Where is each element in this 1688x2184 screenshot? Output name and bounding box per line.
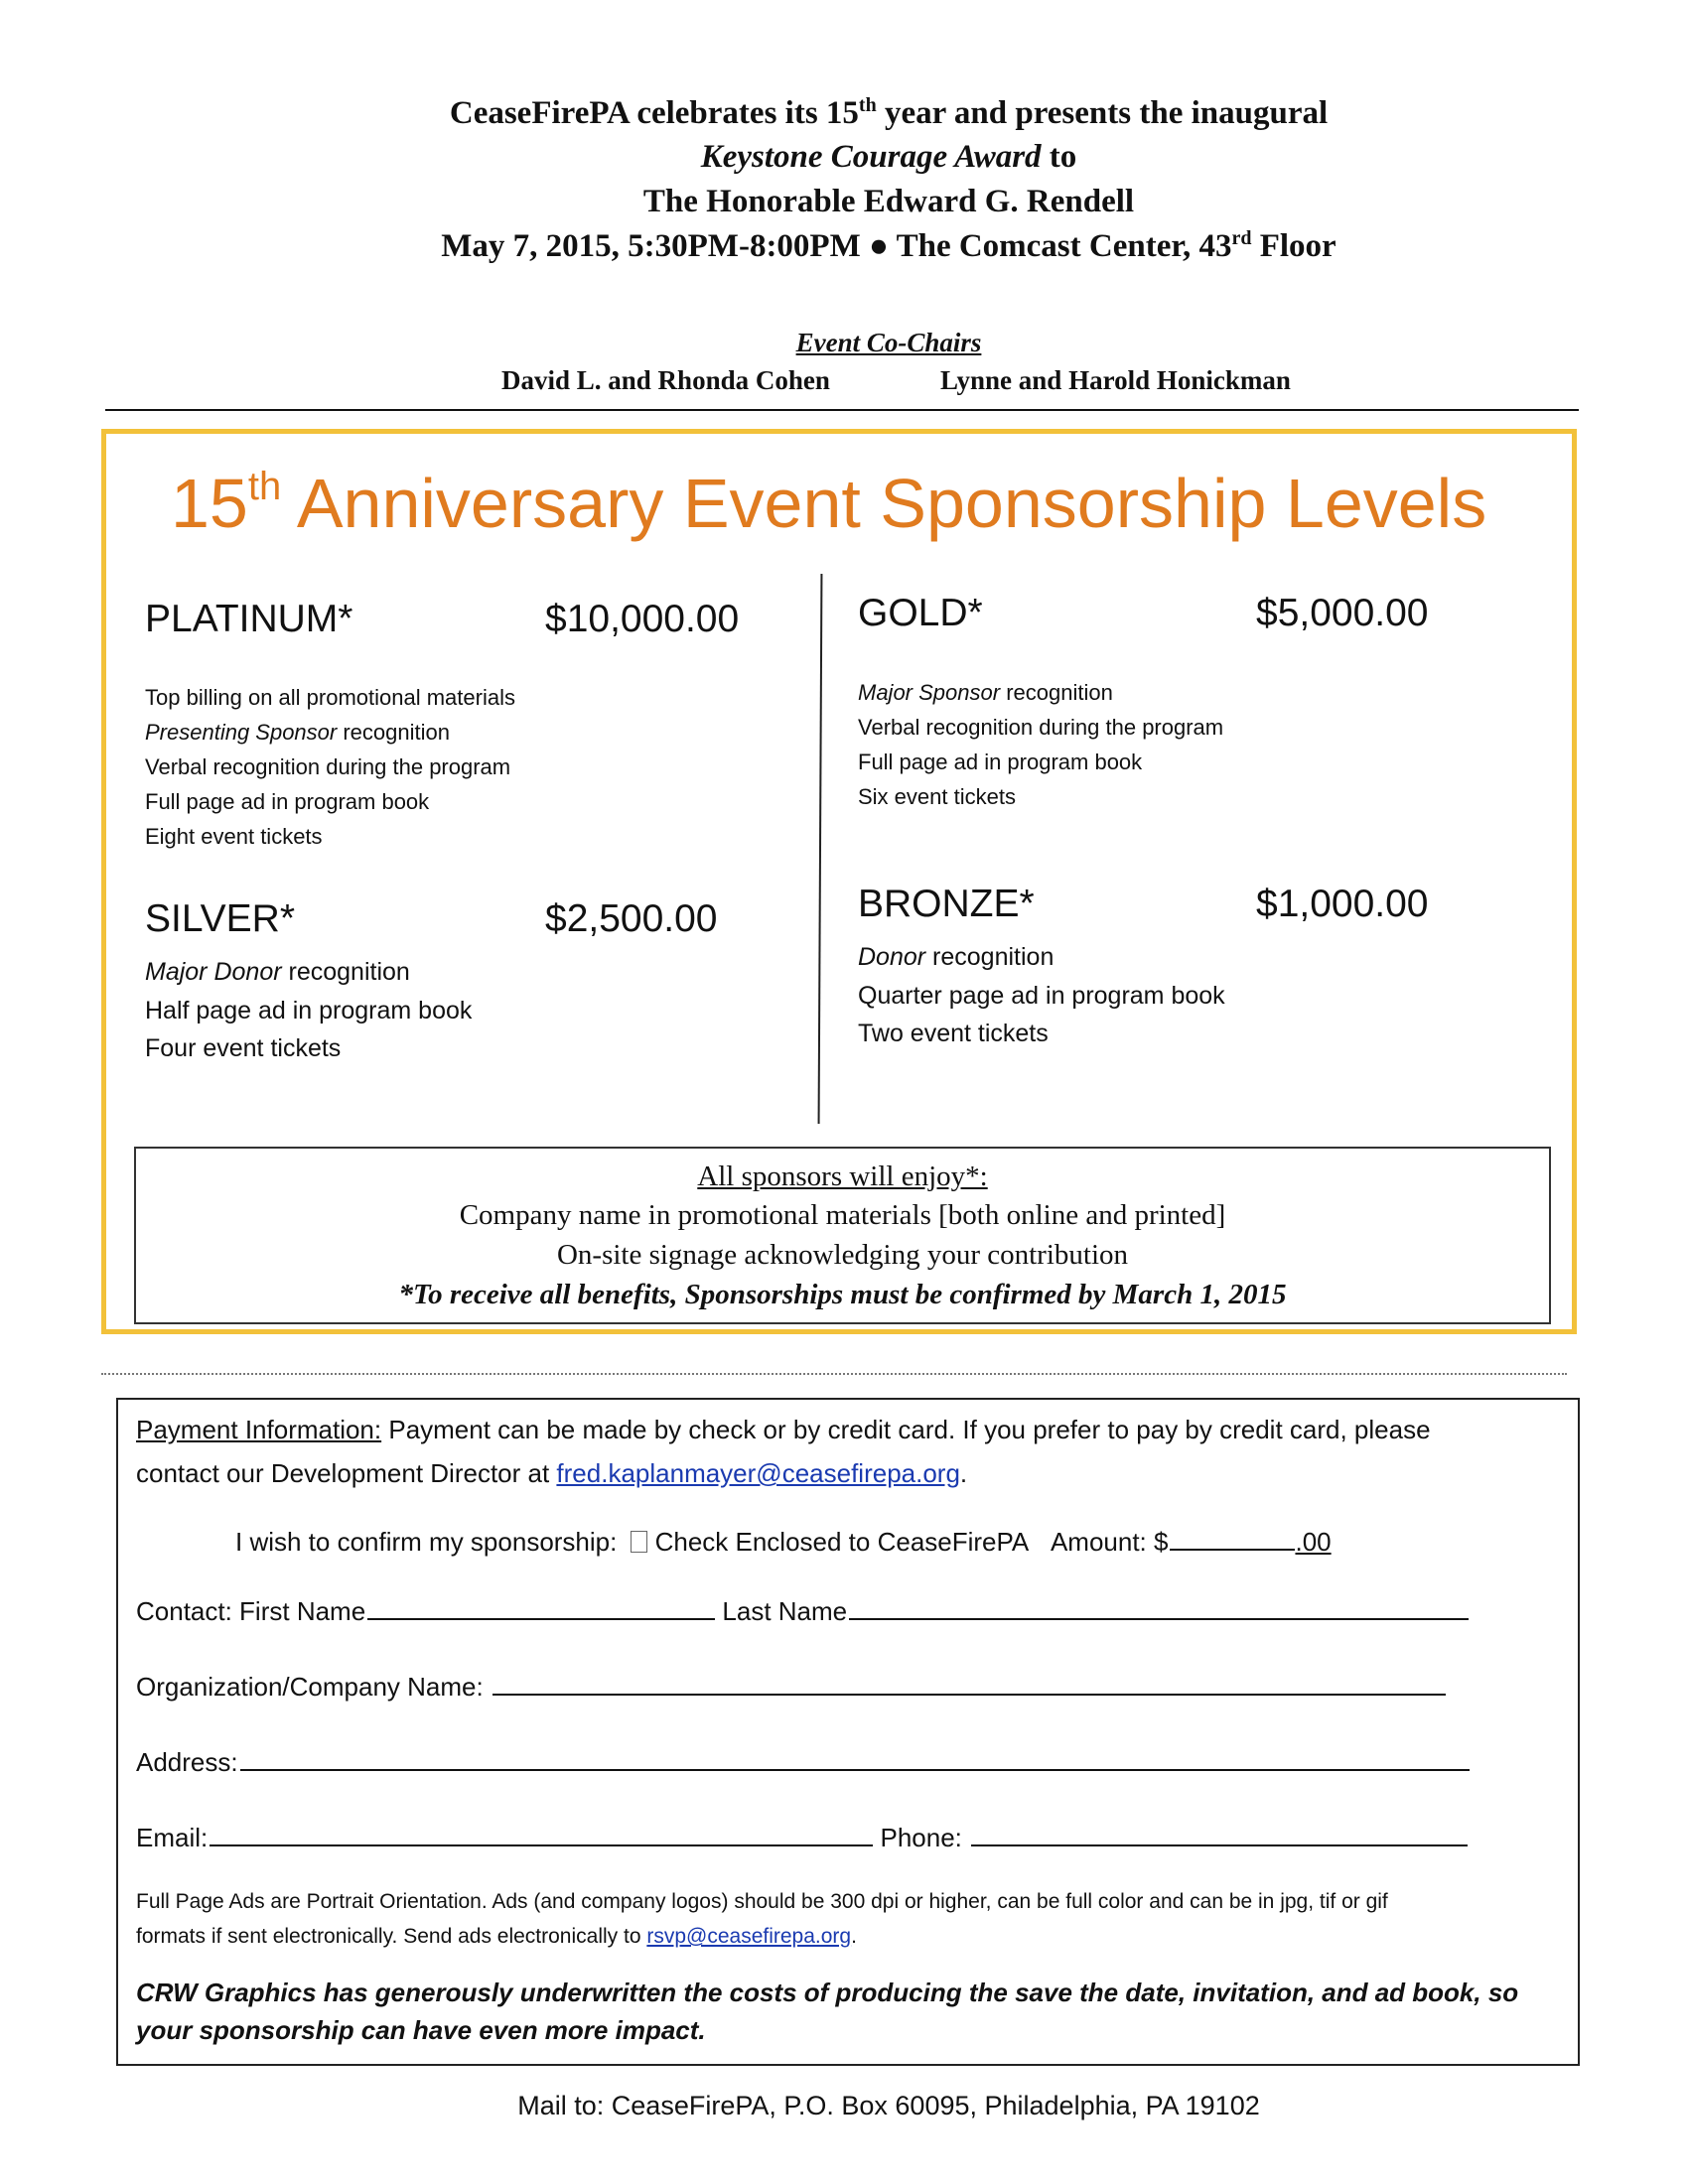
confirm-sponsorship-row: [235, 1520, 1332, 1564]
last-name-field[interactable]: [849, 1594, 1469, 1620]
mailing-address: Mail to: CeaseFirePA, P.O. Box 60095, Philadelphia, PA 19102: [517, 2091, 1260, 2120]
header-line-1-text-end: year and presents the inaugural: [876, 95, 1329, 131]
ad-specs-period: .: [851, 1925, 857, 1948]
amount-input[interactable]: [1170, 1525, 1295, 1551]
perk: [145, 715, 515, 750]
header-line-4: [0, 224, 1688, 268]
phone-label: Phone:: [880, 1823, 970, 1852]
perk: [858, 977, 1225, 1016]
header-line-2: [0, 135, 1688, 179]
check-enclosed-checkbox[interactable]: [631, 1531, 647, 1553]
perk-text: Six event tickets: [858, 784, 1016, 809]
level-price-silver: $2,500.00: [545, 897, 718, 940]
first-name-field[interactable]: [367, 1594, 715, 1620]
header-line-1: [0, 91, 1688, 135]
contact-name-row: [136, 1589, 1469, 1633]
amount-label: Amount: $: [1050, 1527, 1169, 1557]
perk-text: recognition: [281, 958, 410, 986]
ad-specs-line-2: [136, 1919, 857, 1954]
sponsorship-title-number: 15: [171, 465, 248, 542]
amount-cents: .00: [1295, 1527, 1332, 1557]
development-director-email-link[interactable]: fred.kaplanmayer@ceasefirepa.org: [556, 1458, 960, 1488]
perk: [858, 938, 1225, 977]
perk-italic: Presenting Sponsor: [145, 720, 338, 745]
level-name-bronze: BRONZE*: [858, 883, 1035, 925]
payment-info-text-2: contact our Development Director at: [136, 1458, 557, 1488]
sponsorship-title: [171, 459, 1486, 548]
perk-text: recognition: [1000, 680, 1113, 705]
perk-text: Eight event tickets: [145, 824, 323, 849]
perk: [145, 750, 515, 784]
perk: [858, 779, 1223, 814]
underwriter-note-line-1: CRW Graphics has generously underwritten the costs of producing the save the date, invitation, and ad book, so: [136, 1978, 1519, 2007]
cut-line: [101, 1373, 1567, 1375]
perk-italic: Donor: [858, 943, 926, 971]
organization-label: Organization/Company Name:: [136, 1672, 491, 1702]
perks-gold: [858, 675, 1223, 814]
perk-text: Quarter page ad in program book: [858, 981, 1225, 1010]
level-price-bronze: $1,000.00: [1256, 883, 1429, 925]
last-name-label: Last Name: [722, 1596, 848, 1626]
ad-specs-line-1: Full Page Ads are Portrait Orientation. Ads (and company logos) should be 300 dpi or higher, can be full color and can be in jpg, tif or gif: [136, 1890, 1388, 1913]
cochair-left: David L. and Rhonda Cohen: [501, 365, 830, 395]
organization-row: [136, 1665, 1446, 1708]
perk-text: recognition: [925, 943, 1055, 971]
payment-info-line-2: [136, 1451, 967, 1495]
perk-text: Full page ad in program book: [858, 750, 1143, 774]
perk: [145, 992, 472, 1030]
level-name-platinum: PLATINUM*: [145, 598, 353, 640]
perk: [145, 680, 515, 715]
perk-text: Full page ad in program book: [145, 789, 430, 814]
perks-platinum: [145, 680, 515, 854]
payment-info-line-1: [136, 1408, 1431, 1451]
all-sponsors-benefit-1: Company name in promotional materials [both online and printed]: [459, 1199, 1226, 1231]
all-sponsors-benefit-2: On-site signage acknowledging your contribution: [556, 1239, 1129, 1271]
perk: [858, 675, 1223, 710]
all-sponsors-box: [134, 1147, 1551, 1324]
payment-info-label: Payment Information:: [136, 1415, 382, 1444]
email-field[interactable]: [210, 1821, 873, 1846]
perk: [858, 1015, 1225, 1053]
address-label: Address:: [136, 1747, 238, 1777]
address-row: [136, 1740, 1470, 1784]
level-price-gold: $5,000.00: [1256, 592, 1429, 634]
level-price-platinum: $10,000.00: [545, 598, 740, 640]
header-line-3: The Honorable Edward G. Rendell: [642, 184, 1135, 219]
payment-form-box: [116, 1398, 1580, 2066]
perk-text: Four event tickets: [145, 1034, 342, 1062]
perk: [145, 784, 515, 819]
phone-field[interactable]: [971, 1821, 1468, 1846]
sponsorship-title-text: Anniversary Event Sponsorship Levels: [281, 465, 1487, 542]
perk: [145, 953, 472, 992]
perk: [145, 819, 515, 854]
ad-specs-text: formats if sent electronically. Send ads electronically to: [136, 1925, 647, 1948]
perk-text: Verbal recognition during the program: [858, 715, 1224, 740]
header-divider: [105, 409, 1579, 411]
perk-italic: Major Donor: [145, 958, 282, 986]
email-label: Email:: [136, 1823, 209, 1852]
payment-info-period: .: [959, 1458, 968, 1488]
sponsorship-title-sup: th: [247, 465, 282, 508]
header-line-2-text: to: [1041, 139, 1077, 175]
rsvp-email-link[interactable]: rsvp@ceasefirepa.org: [646, 1925, 852, 1948]
cochairs-title: Event Co-Chairs: [795, 328, 982, 357]
perks-bronze: [858, 938, 1225, 1053]
header-line-1-sup: th: [858, 94, 877, 116]
perk: [858, 710, 1223, 745]
perk-text: Two event tickets: [858, 1020, 1049, 1047]
header-line-1-text: CeaseFirePA celebrates its 15: [449, 95, 859, 131]
first-name-label: Contact: First Name: [136, 1596, 366, 1626]
perk: [858, 745, 1223, 779]
deadline-note: *To receive all benefits, Sponsorships must be confirmed by March 1, 2015: [398, 1279, 1287, 1310]
all-sponsors-heading: All sponsors will enjoy*:: [697, 1160, 988, 1192]
underwriter-note-line-2: your sponsorship can have even more impact.: [136, 2015, 706, 2045]
perk-text: Half page ad in program book: [145, 996, 473, 1024]
floor-sup: rd: [1231, 227, 1252, 249]
event-floor: Floor: [1251, 228, 1336, 264]
organization-field[interactable]: [492, 1670, 1446, 1696]
perk-italic: Major Sponsor: [858, 680, 1001, 705]
confirm-sponsorship-label: I wish to confirm my sponsorship:: [235, 1527, 625, 1557]
payment-info-text: Payment can be made by check or by credit card. If you prefer to pay by credit card, please: [381, 1415, 1431, 1444]
level-name-gold: GOLD*: [858, 592, 983, 634]
perk-text: Verbal recognition during the program: [145, 754, 511, 779]
perk-text: Top billing on all promotional materials: [145, 685, 515, 710]
email-phone-row: [136, 1816, 1468, 1859]
event-date-location: May 7, 2015, 5:30PM-8:00PM ● The Comcast Center, 43: [441, 228, 1232, 264]
perk-text: recognition: [337, 720, 450, 745]
perks-silver: [145, 953, 472, 1068]
level-name-silver: SILVER*: [145, 897, 296, 940]
address-field[interactable]: [240, 1745, 1470, 1771]
underwriter-note: [136, 1974, 1518, 2049]
award-name: Keystone Courage Award: [700, 139, 1042, 175]
perk: [145, 1029, 472, 1068]
cochair-right: Lynne and Harold Honickman: [940, 365, 1291, 395]
check-enclosed-label: Check Enclosed to CeaseFirePA: [654, 1527, 1030, 1557]
